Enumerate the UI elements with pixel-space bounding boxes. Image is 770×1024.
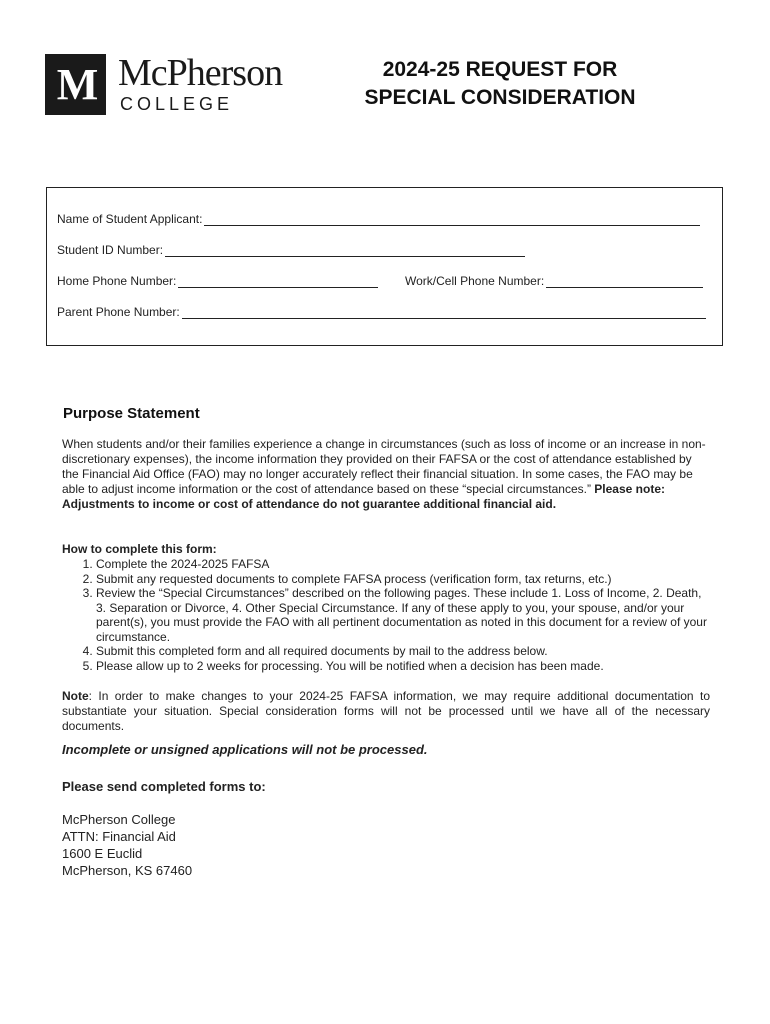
mailing-address [62, 811, 710, 879]
logo-mark: M [45, 54, 106, 115]
student-id-field[interactable] [57, 243, 525, 257]
howto-step: 2. Submit any requested documents to complete FAFSA process (verification form, tax returns, etc.) [96, 572, 710, 587]
address-line: 1600 E Euclid [62, 846, 143, 861]
work-phone-field[interactable] [405, 274, 703, 288]
howto-steps [62, 557, 710, 673]
student-name-label: Name of Student Applicant: [57, 212, 203, 226]
parent-phone-input[interactable] [182, 305, 706, 319]
student-name-input[interactable] [204, 212, 700, 226]
note-paragraph [62, 689, 710, 734]
send-heading: Please send completed forms to: [62, 779, 266, 794]
howto-step: 3. Review the “Special Circumstances” described on the following pages. These include 1. Loss of Income, 2. Death, 3. Separation or Divorce, 4. Other Special Circumstance. If any of these apply to you, your spouse, and/or your parent(s), you must provide the FAO with all pertinent documentation as noted in this document for a review of your circumstance. [96, 586, 710, 644]
page-title [330, 56, 670, 112]
logo-wordmark [118, 54, 282, 115]
student-id-label: Student ID Number: [57, 243, 164, 257]
howto-heading: How to complete this form: [62, 542, 217, 556]
home-phone-label: Home Phone Number: [57, 274, 177, 288]
purpose-bold-note: Please note: Adjustments to income or cost of attendance do not guarantee additional financial aid. [62, 482, 665, 511]
purpose-heading: Purpose Statement [63, 405, 200, 422]
logo-subtitle: COLLEGE [120, 94, 234, 114]
incomplete-warning: Incomplete or unsigned applications will not be processed. [62, 742, 428, 757]
note-label: Note [62, 689, 89, 703]
college-logo [45, 54, 282, 115]
home-phone-input[interactable] [178, 274, 378, 288]
parent-phone-field[interactable] [57, 305, 706, 319]
work-phone-input[interactable] [546, 274, 703, 288]
howto-section [62, 542, 710, 673]
student-name-field[interactable] [57, 212, 700, 226]
howto-step: 1. Complete the 2024-2025 FAFSA [96, 557, 710, 572]
work-phone-label: Work/Cell Phone Number: [405, 274, 545, 288]
title-line-1: 2024-25 REQUEST FOR [382, 58, 618, 81]
address-line: ATTN: Financial Aid [62, 829, 176, 844]
howto-step: 5. Please allow up to 2 weeks for processing. You will be notified when a decision has been made. [96, 659, 710, 674]
logo-name: McPherson [118, 52, 283, 94]
home-phone-field[interactable] [57, 274, 378, 288]
parent-phone-label: Parent Phone Number: [57, 305, 180, 319]
student-id-input[interactable] [165, 243, 525, 257]
title-line-2: SPECIAL CONSIDERATION [364, 86, 636, 109]
note-text: : In order to make changes to your 2024-25 FAFSA information, we may require additional documentation to substantiate your situation. Special consideration forms will not be processed until we have all of the necessary documents. [62, 689, 710, 733]
applicant-info-box [46, 187, 723, 346]
purpose-text: When students and/or their families experience a change in circumstances (such as loss of income or an increase in non-discretionary expenses), the income information they provided on their FAFSA or the cost of attendance established by the Financial Aid Office (FAO) may no longer accurately reflect their financial situation. In some cases, the FAO may be able to adjust income information or the cost of attendance based on these “special circumstances.” [62, 437, 706, 496]
address-line: McPherson, KS 67460 [62, 863, 193, 878]
purpose-body [62, 437, 710, 512]
address-line: McPherson College [62, 812, 176, 827]
howto-step: 4. Submit this completed form and all required documents by mail to the address below. [96, 644, 710, 659]
